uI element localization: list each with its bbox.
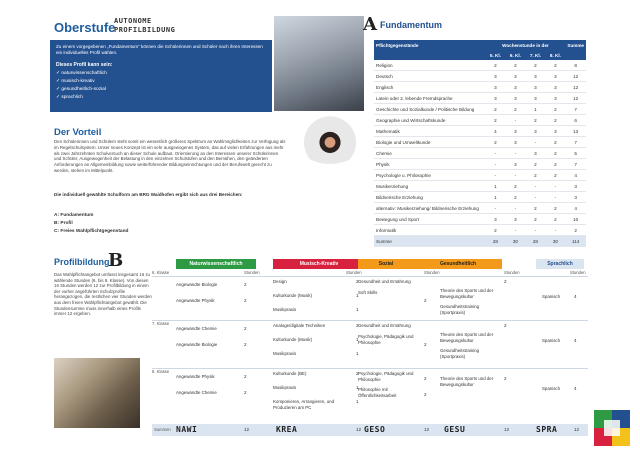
gesund-subject: Theorie des Sports und der Bewegungskultur [440,332,494,343]
subject-name: Summe [374,236,485,247]
hours-cell: - [485,148,505,159]
nawi-hours: 2 [244,342,247,347]
header-class-8: 8. Kl. [545,50,565,60]
nawi-subject: Angewandte Chemie [176,326,217,331]
table-row [374,214,586,225]
hours-cell: 3 [565,192,586,203]
subject-name: Bildnerische Erziehung [374,192,485,203]
hours-cell: 2 [545,115,565,126]
krea-hours: 1 [356,351,359,356]
nawi-subject: Angewandte Chemie [176,390,217,395]
klasse-label: 7. Klasse [152,321,170,326]
krea-sum-tag: KREA [276,425,298,434]
hours-cell: 3 [505,126,525,137]
category-krea: Musisch-Kreativ [273,259,365,269]
page-title: Oberstufe [54,20,116,35]
profil-title: Profilbildung [54,257,110,267]
table-row [374,203,586,214]
school-logo [594,410,630,446]
subject-name: Latein oder 2. lebende Fremdsprache [374,93,485,104]
hours-cell: 2 [525,60,545,71]
table-row [374,225,586,236]
profile-item: ✓ gesundheitlich-sozial [56,87,106,92]
subject-name: Chemie [374,148,485,159]
hours-cell: 3 [565,181,586,192]
hours-cell: 2 [565,225,586,236]
hours-cell: - [505,225,525,236]
sozial-hours: 2 [424,376,427,381]
subject-name: Mathematik [374,126,485,137]
krea-subject: Design [273,279,287,284]
hours-cell: 3 [505,137,525,148]
students-photo [274,16,364,111]
profile-item: ✓ sprachlich [56,95,83,100]
krea-hours: 1 [356,399,359,404]
category-gesund: Gesundheitlich [414,259,502,269]
header-class-5: 5. Kl. [485,50,505,60]
subject-name: Deutsch [374,71,485,82]
category-nawi: Naturwissenschaftlich [176,259,256,269]
header-class-7: 7. Kl. [525,50,545,60]
stunden-label: Stunden [504,270,520,275]
sozial-subject: Psychologie, Pädagogik und Philosophie [358,371,414,382]
hours-cell: 3 [485,93,505,104]
subject-name: Geographie und Wirtschaftskunde [374,115,485,126]
hours-cell: 3 [505,214,525,225]
nawi-hours: 2 [244,374,247,379]
hours-cell: 4 [565,170,586,181]
hours-cell: 3 [525,71,545,82]
hours-cell: - [545,225,565,236]
table-row [374,159,586,170]
klasse-label: 8. Klasse [152,369,170,374]
hours-cell: - [485,170,505,181]
geso-sum-tag: GESO [364,425,386,434]
table-row [374,126,586,137]
subject-name: Biologie und Umweltkunde [374,137,485,148]
area-item: A: Fundamentum [54,213,94,218]
hours-cell: 2 [525,214,545,225]
hours-cell: - [485,203,505,214]
hours-cell: 3 [485,214,505,225]
hours-cell: 7 [565,159,586,170]
hours-cell: - [545,181,565,192]
gesund-subject: Gesundheitstraining (Sportpraxis) [440,348,480,359]
subject-name: Physik [374,159,485,170]
hours-cell: 2 [505,192,525,203]
shared-hours: 2 [504,279,507,284]
hours-cell: 7 [565,104,586,115]
vorteil-title: Der Vorteil [54,127,102,138]
table-row [374,60,586,71]
header-weekly: Wochenstunde in der [485,40,565,50]
hours-cell: 2 [485,115,505,126]
hours-cell: 3 [505,159,525,170]
nawi-sum: 12 [244,427,250,432]
table-row [374,71,586,82]
nawi-subject: Angewandte Physik [176,298,215,303]
nawi-subject: Angewandte Biologie [176,342,218,347]
hours-cell: 1 [485,181,505,192]
hours-cell: 3 [525,93,545,104]
hours-cell: 2 [485,225,505,236]
subject-name: Geschichte und Sozialkunde / Politische Bildung [374,104,485,115]
hours-cell: - [505,170,525,181]
hours-cell: 13 [565,126,586,137]
hours-cell: 2 [525,170,545,181]
spra-hours: 4 [574,338,577,343]
krea-hours: 1 [356,337,359,342]
subject-name: Informatik [374,225,485,236]
gesund-subject: Gesundheitstraining (Sportpraxis) [440,304,480,315]
hours-cell: 2 [545,60,565,71]
krea-subject: Musikpraxis [273,307,297,312]
area-item: B: Profil [54,221,73,226]
hours-cell: 2 [545,104,565,115]
subject-name: Psychologie u. Philosophie [374,170,485,181]
krea-sum: 12 [356,427,362,432]
hours-cell: - [525,181,545,192]
hours-cell: 2 [525,203,545,214]
profile-heading: Dieses Profil kann sein: [56,62,113,68]
header-sum: Summe [565,40,586,50]
table-row [374,93,586,104]
krea-hours: 1 [356,293,359,298]
intro-box [50,40,272,112]
krea-subject: Kulturkunde (BE) [273,371,307,376]
hours-cell: 2 [545,170,565,181]
intro-text: Zu einem vorgegebenen „Fundamentum“ können die Schülerinnen und Schüler nach ihren Interessen ein individuelles Profil wählen. [56,44,263,55]
nawi-sum-tag: NAWI [176,425,198,434]
hours-cell: 3 [525,82,545,93]
nawi-hours: 2 [244,390,247,395]
header-subjects: Pflichtgegenstände [374,40,485,50]
table-row [374,137,586,148]
area-item: C: Freies Wahlpflichtgegenstand [54,229,129,234]
krea-subject: Musikpraxis [273,351,297,356]
krea-subject: Komponieren, Arrangieren, und Produzieren am PC [273,399,335,410]
hours-cell: 3 [525,148,545,159]
table-row [374,104,586,115]
gesund-subject: Theorie des Sports und der Bewegungskultur [440,288,494,299]
sozial-hours: 2 [424,392,427,397]
profile-list [56,70,107,102]
hours-cell: - [505,203,525,214]
classroom-photo [54,358,140,428]
profil-text: Das Wahlpflichtangebot umfasst insgesamt 16 zu wählende Stunden (6. bis 8. Klasse). Von diesen 16 Stunden werden 12 zur Profilbildung in einem der vorher angeführten Schulzprofile herangezogen, die restlichen vier Stunden werden aus dem freien Wahlpflichtangebot gewählt. Die Stundensumme muss innerhalb eines Profils immer 12 ergeben. [54,272,152,317]
hours-cell: 2 [525,159,545,170]
hours-cell: - [545,192,565,203]
hours-cell: 30 [545,236,565,247]
summen-label: Summen [154,427,171,432]
category-sozial: Sozial [358,259,414,269]
spra-sum-tag: SPRA [536,425,558,434]
individual-text: Die individuell gewählte Schulform am BRG Waidhofen ergibt sich aus drei Bereichen: [54,192,243,197]
row-divider [152,320,588,321]
row-divider [152,276,588,277]
krea-subject: Analoge/digitale Techniken [273,323,326,328]
hours-cell: - [525,225,545,236]
hours-cell: 2 [505,104,525,115]
hours-cell: - [505,148,525,159]
subject-name: Religion [374,60,485,71]
krea-hours: 2 [356,371,359,376]
profile-item: ✓ naturwissenschaftlich [56,71,107,76]
krea-subject: Musikpraxis [273,385,297,390]
row-divider [152,368,588,369]
gesu-sum: 12 [504,427,510,432]
table-row [374,181,586,192]
hours-cell: 12 [565,93,586,104]
areas-list [54,212,128,236]
shared-subject: Gesundheit und Ernährung [358,279,411,284]
table-row [374,148,586,159]
hours-cell: 114 [565,236,586,247]
stunden-label: Stunden [424,270,440,275]
sozial-hours: 2 [424,342,427,347]
geso-sum: 12 [424,427,430,432]
nawi-hours: 2 [244,298,247,303]
sozial-subject: Psychologie, Pädagogik und Philosophie [358,334,414,345]
shared-hours: 2 [504,323,507,328]
hours-cell: 3 [545,71,565,82]
hours-cell: 3 [505,82,525,93]
category-spra: Sprachlich [536,259,584,269]
gesund-subject: Theorie des Sports und der Bewegungskultur [440,376,494,387]
hours-cell: 2 [545,148,565,159]
hours-cell: 3 [505,93,525,104]
hours-cell: 2 [545,159,565,170]
nawi-subject: Angewandte Physik [176,374,215,379]
hours-cell: 8 [565,60,586,71]
sozial-hours: 2 [424,298,427,303]
hours-cell: 2 [525,115,545,126]
krea-hours: 1 [356,385,359,390]
student-portrait-photo [296,116,364,164]
hours-cell: 6 [565,115,586,126]
handwritten-subtitle-1: AUTONOME [114,17,152,25]
krea-hours: 2 [356,323,359,328]
hours-cell: 2 [545,137,565,148]
spra-hours: 4 [574,294,577,299]
hours-cell: 2 [545,214,565,225]
hours-cell: 3 [525,126,545,137]
spra-subject: Spanisch [542,386,561,391]
hours-cell: - [485,159,505,170]
nawi-subject: Angewandte Biologie [176,282,218,287]
sozial-subject: Philosophie mit Öffentlichkeitsarbeit [358,387,397,398]
nawi-hours: 2 [244,326,247,331]
table-row [374,115,586,126]
hours-cell: 5 [565,148,586,159]
hours-cell: 1 [525,104,545,115]
subject-name: Bewegung und Sport [374,214,485,225]
krea-subject: Kulturkunde (Musik) [273,293,313,298]
handwritten-subtitle-2: PROFILBILDUNG [114,26,176,34]
header-class-6: 6. Kl. [505,50,525,60]
hours-cell: 30 [505,236,525,247]
vorteil-text: Den Schülerinnen und Schülern steht somit ein wesentlich größeres Spektrum an Wahlmöglichkeiten zur Verfügung als im Regelschulsystem. Unser neues Konzept ist ein sehr ausgewogenes System, das auf vielen Erfahrungen aus mehr als zwei Jahrzehnten Schulversuch an dieser Schule aufbaut. Orientierung an den Interessen unserer Schülerinnen und Schüler, Ausgewogenheit der Belastung in den einzelnen Schulstufen und den Bemühen, den geänderten Anforderungen an Allgemeinbildung sowie weiterführender Bildungseinrichtungen und der Berufswelt gerecht zu werden, stehen im Mittelpunkt. [54,139,286,173]
shared-subject: Gesundheit und Ernährung [358,323,411,328]
hours-cell: - [525,192,545,203]
subject-name: Musikerziehung [374,181,485,192]
nawi-hours: 2 [244,282,247,287]
krea-hours: 2 [356,279,359,284]
subject-name: Englisch [374,82,485,93]
spra-subject: Spanisch [542,294,561,299]
hours-cell: 10 [565,214,586,225]
stunden-label: Stunden [346,270,362,275]
gesu-sum-tag: GESU [444,425,466,434]
hours-cell: 3 [485,82,505,93]
fundamentum-table [374,40,586,247]
hours-cell: 1 [485,192,505,203]
hours-cell: 2 [485,104,505,115]
section-letter-b: B [108,250,124,271]
gesund-hours: 2 [504,376,507,381]
hours-cell: 3 [505,71,525,82]
hours-cell: 2 [505,181,525,192]
table-row [374,82,586,93]
krea-subject: Kulturkunde (Musik) [273,337,313,342]
hours-cell: - [505,115,525,126]
hours-cell: 2 [505,60,525,71]
hours-cell: 3 [545,82,565,93]
hours-cell: 2 [545,203,565,214]
hours-cell: 4 [485,126,505,137]
klasse-label: 6. Klasse [152,270,170,275]
hours-cell: - [525,137,545,148]
hours-cell: 2 [485,60,505,71]
hours-cell: 2 [485,137,505,148]
stunden-label: Stunden [570,270,586,275]
section-letter-a: A [363,14,377,35]
spra-subject: Spanisch [542,338,561,343]
subject-name: alternativ: Musikerziehung/ Bildnerische Erziehung [374,203,485,214]
sozial-subject: Soft Skills [358,290,378,295]
stunden-label: Stunden [244,270,260,275]
hours-cell: 4 [565,203,586,214]
table-row [374,170,586,181]
hours-cell: 28 [485,236,505,247]
krea-hours: 1 [356,307,359,312]
table-row [374,192,586,203]
sum-row [374,236,586,247]
hours-cell: 3 [545,126,565,137]
spra-hours: 4 [574,386,577,391]
hours-cell: 12 [565,71,586,82]
hours-cell: 28 [525,236,545,247]
hours-cell: 12 [565,82,586,93]
hours-cell: 7 [565,137,586,148]
spra-sum: 12 [574,427,580,432]
hours-cell: 3 [545,93,565,104]
profile-item: ✓ musisch-kreativ [56,79,95,84]
fundamentum-title: Fundamentum [380,20,442,30]
hours-cell: 3 [485,71,505,82]
